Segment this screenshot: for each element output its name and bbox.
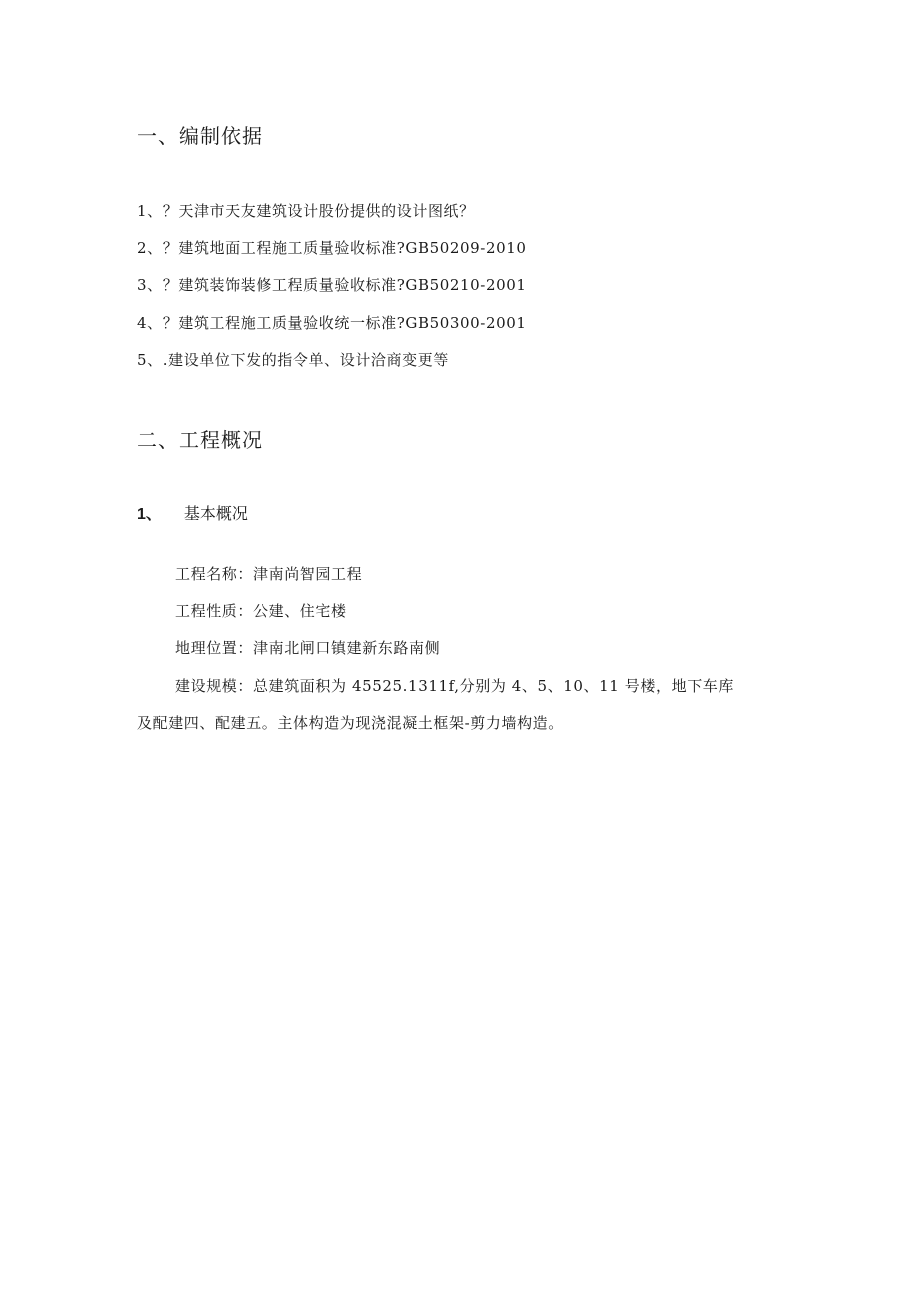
project-location-line: 地理位置：津南北闸口镇建新东路南侧	[175, 639, 441, 657]
subsection-number: 1、	[137, 506, 162, 523]
section-heading-compilation-basis: 一、编制依据	[137, 124, 263, 148]
basis-item-4: 4、？建筑工程施工质量验收统一标准?GB50300-2001	[137, 314, 527, 332]
project-scale-line-continued: 及配建四、配建五。主体构造为现浇混凝土框架-剪力墙构造。	[137, 714, 564, 732]
subsection-title: 基本概况	[183, 504, 248, 523]
basis-item-1: 1、？天津市天友建筑设计股份提供的设计图纸？	[137, 202, 475, 220]
basis-item-3: 3、？建筑装饰装修工程质量验收标准?GB50210-2001	[137, 276, 527, 294]
basis-item-5: 5、.建设单位下发的指令单、设计洽商变更等	[137, 351, 449, 369]
project-name-line: 工程名称：津南尚智园工程	[175, 565, 363, 583]
project-scale-line: 建设规模：总建筑面积为 45525.1311f,分别为 4、5、10、11 号楼，地下车库	[175, 677, 735, 695]
subsection-heading-basic-overview	[137, 501, 248, 524]
section-heading-project-overview: 二、工程概况	[137, 428, 263, 452]
basis-item-2: 2、？建筑地面工程施工质量验收标准?GB50209-2010	[137, 239, 527, 257]
project-nature-line: 工程性质：公建、住宅楼	[175, 602, 347, 620]
